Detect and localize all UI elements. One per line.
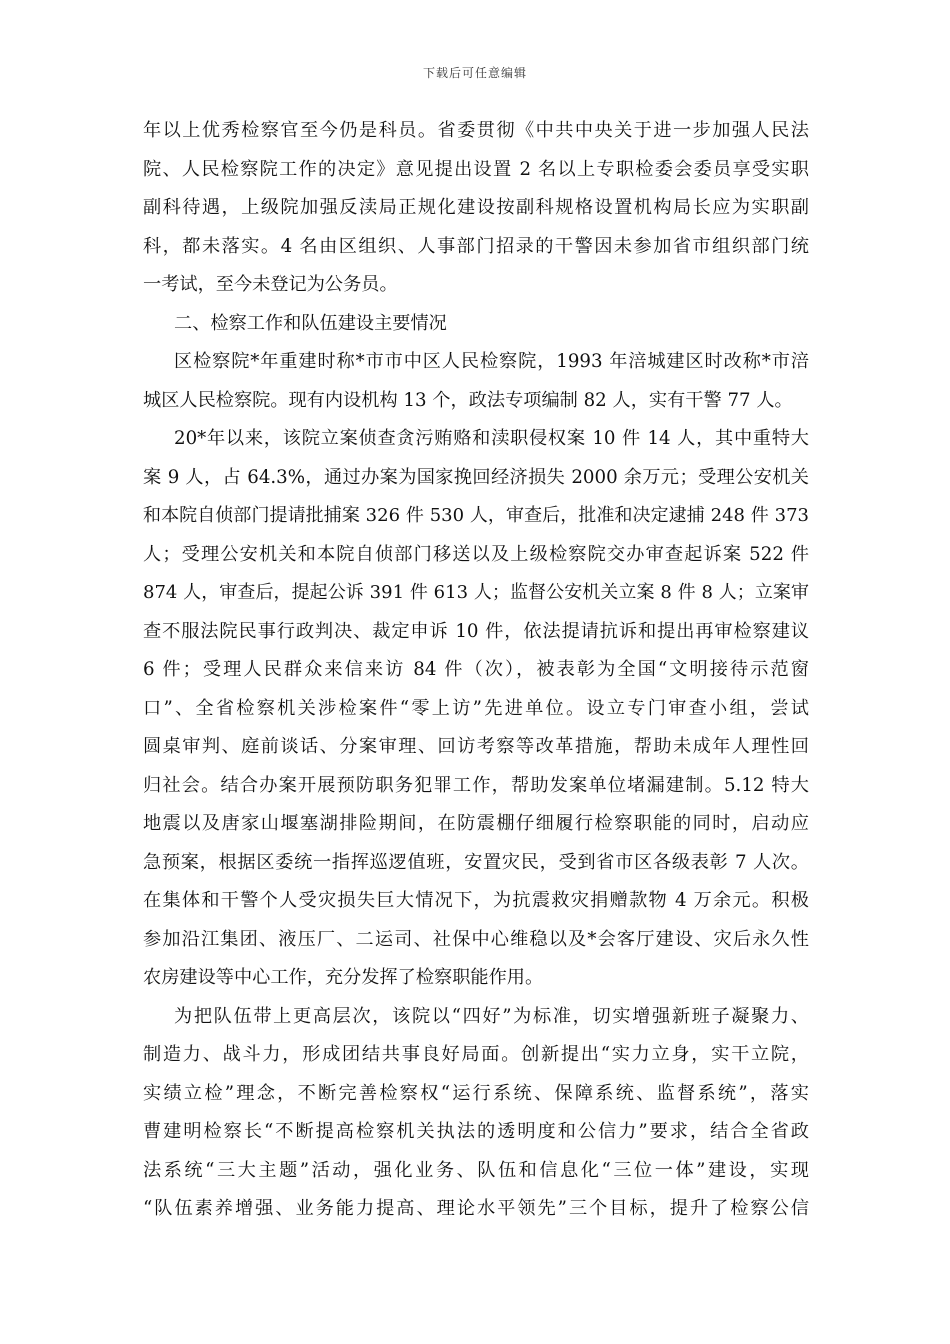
text-line: 地震以及唐家山堰塞湖排险期间，在防震棚仔细履行检察职能的同时，启动应	[143, 813, 809, 834]
text-line: 874 人，审查后，提起公诉 391 件 613 人；监督公安机关立案 8 件 8 人；立案审	[143, 582, 809, 603]
text-line: 区检察院*年重建时称*市市中区人民检察院，1993 年涪城建区时改称*市涪	[174, 351, 809, 372]
text-line: 科，都未落实。4 名由区组织、人事部门招录的干警因未参加省市组织部门统	[143, 235, 809, 257]
text-line: 副科待遇，上级院加强反渎局正规化建设按副科规格设置机构局长应为实职副	[143, 197, 809, 218]
text-line: 圆桌审判、庭前谈话、分案审理、回访考察等改革措施，帮助未成年人理性回	[143, 736, 809, 757]
text-line: 案 9 人，占 64.3%，通过办案为国家挽回经济损失 2000 余万元；受理公安机关	[143, 466, 809, 488]
text-line: 在集体和干警个人受灾损失巨大情况下，为抗震救灾捐赠款物 4 万余元。积极	[143, 890, 809, 911]
text-line: 查不服法院民事行政判决、裁定申诉 10 件，依法提请抗诉和提出再审检察建议	[143, 620, 809, 642]
text-line: 口”、全省检察机关涉检案件“零上访”先进单位。设立专门审查小组，尝试	[143, 697, 809, 719]
text-line: 6 件；受理人民群众来信来访 84 件（次），被表彰为全国“文明接待示范窗	[143, 659, 809, 680]
page-header: 下载后可任意编辑	[422, 66, 527, 80]
text-line: 一考试，至今未登记为公务员。	[143, 274, 398, 295]
text-line: 归社会。结合办案开展预防职务犯罪工作，帮助发案单位堵漏建制。5.12 特大	[143, 774, 809, 796]
text-line: 制造力、战斗力，形成团结共事良好局面。创新提出“实力立身，实干立院，	[143, 1044, 809, 1065]
text-line: “队伍素养增强、业务能力提高、理论水平领先”三个目标，提升了检察公信	[143, 1198, 809, 1219]
text-line: 参加沿江集团、液压厂、二运司、社保中心维稳以及*会客厅建设、灾后永久性	[143, 928, 809, 950]
text-line: 年以上优秀检察官至今仍是科员。省委贯彻《中共中央关于进一步加强人民法	[143, 120, 809, 141]
text-line: 20*年以来，该院立案侦查贪污贿赂和渎职侵权案 10 件 14 人，其中重特大	[174, 428, 809, 449]
text-line: 院、人民检察院工作的决定》意见提出设置 2 名以上专职检委会委员享受实职	[143, 158, 809, 180]
text-line: 城区人民检察院。现有内设机构 13 个，政法专项编制 82 人，实有干警 77 人。	[143, 389, 793, 411]
document-body	[143, 112, 809, 1229]
text-line: 为把队伍带上更高层次，该院以“四好”为标准，切实增强新班子凝聚力、	[174, 1005, 809, 1027]
text-line: 和本院自侦部门提请批捕案 326 件 530 人，审查后，批准和决定逮捕 248 件 373	[143, 505, 809, 526]
text-line: 人；受理公安机关和本院自侦部门移送以及上级检察院交办审查起诉案 522 件	[143, 543, 809, 565]
text-line: 曹建明检察长“不断提高检察机关执法的透明度和公信力”要求，结合全省政	[143, 1121, 809, 1142]
text-line: 急预案，根据区委统一指挥巡逻值班，安置灾民，受到省市区各级表彰 7 人次。	[143, 851, 809, 873]
text-line: 实绩立检”理念，不断完善检察权“运行系统、保障系统、监督系统”，落实	[143, 1082, 809, 1104]
text-line: 二、检察工作和队伍建设主要情况	[174, 312, 447, 334]
text-line: 法系统“三大主题”活动，强化业务、队伍和信息化“三位一体”建设，实现	[143, 1159, 809, 1181]
text-line: 农房建设等中心工作，充分发挥了检察职能作用。	[143, 967, 544, 988]
